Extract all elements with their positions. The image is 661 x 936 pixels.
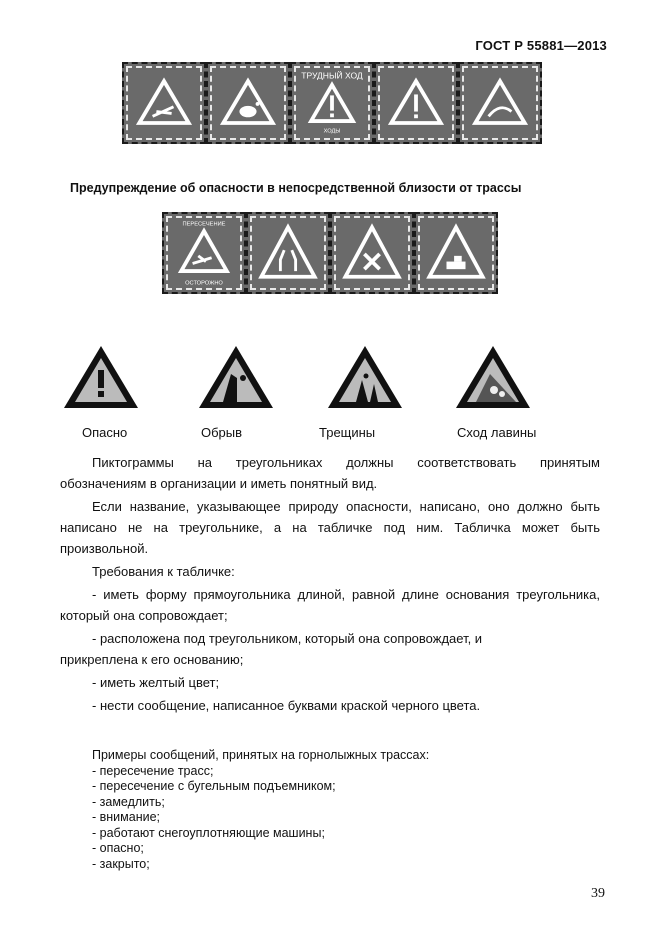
examples-intro: Примеры сообщений, принятых на горнолыжных трассах: [92, 748, 430, 762]
word: соответствовать [417, 455, 517, 470]
paragraph-7: - нести сообщение, написанное буквами краской черного цвета. [92, 698, 481, 713]
body-text [60, 452, 600, 716]
list-item: - внимание; [92, 810, 161, 824]
paragraph-3: Требования к табличке: [92, 564, 235, 579]
warning-label-crevasse: Трещины [319, 425, 376, 440]
exclamation-warning-icon [374, 62, 458, 144]
section-title: Предупреждение об опасности в непосредственной близости от трассы [70, 181, 522, 195]
list-item: - работают снегоуплотняющие машины; [92, 825, 325, 840]
danger-exclamation-icon [62, 344, 140, 410]
list-item: - закрыто; [92, 856, 150, 871]
word: должны [346, 455, 394, 470]
jump-warning-icon [458, 62, 542, 144]
paragraph-6: - иметь желтый цвет; [92, 675, 220, 690]
sign-top-text: ТРУДНЫЙ ХОД [301, 70, 363, 81]
word: Пиктограммы [92, 455, 174, 470]
snowmobile-warning-icon [122, 62, 206, 144]
warning-label-cliff: Обрыв [201, 425, 243, 440]
top-sign-row [122, 62, 542, 144]
paragraph-5-line-1: - расположена под треугольником, который она сопровождает, и [92, 631, 483, 646]
list-item: - пересечение с бугельным подъемником; [92, 779, 336, 793]
sign-bottom-text: ОСТОРОЖНО [185, 280, 223, 287]
sign-bottom-text: ХОДЫ [323, 128, 341, 135]
skier-fall-warning-icon [206, 62, 290, 144]
road-narrows-icon [246, 212, 330, 294]
warning-label-avalanche: Сход лавины [457, 425, 537, 440]
word: на [197, 455, 213, 470]
paragraph-1-line-1 [60, 452, 600, 473]
word: треугольниках [235, 455, 323, 470]
paragraph-5-line-2: прикреплена к его основанию; [60, 652, 244, 667]
sign-top-text: ПЕРЕСЕЧЕНИЕ [182, 221, 226, 228]
paragraph-1-line-2: обозначениям в организации и иметь понятный вид. [60, 476, 378, 491]
page-number: 39 [591, 886, 605, 901]
list-item: - опасно; [92, 841, 144, 855]
warning-signs [60, 344, 580, 414]
word: принятым [539, 455, 600, 470]
snowcat-warning-icon [414, 212, 498, 294]
warning-label-danger: Опасно [82, 425, 128, 440]
document-code: ГОСТ Р 55881—2013 [475, 38, 607, 53]
paragraph-4: - иметь форму прямоугольника длиной, равной длине основания треугольника, который она сопровождает; [60, 587, 600, 623]
avalanche-icon [454, 344, 532, 410]
skier-crossing-icon [162, 212, 246, 294]
steep-slope-exclamation-icon [290, 62, 374, 144]
middle-sign-row [162, 212, 498, 294]
examples-list [92, 748, 429, 872]
cliff-icon [197, 344, 275, 410]
paragraph-2: Если название, указывающее природу опасности, написано, оно должно быть написано не на треугольнике, а на табличке под ним. Табличка может быть произвольной. [60, 499, 600, 556]
list-item: - замедлить; [92, 794, 165, 809]
crossing-x-icon [330, 212, 414, 294]
list-item: - пересечение трасс; [92, 763, 214, 778]
crevasse-icon [326, 344, 404, 410]
